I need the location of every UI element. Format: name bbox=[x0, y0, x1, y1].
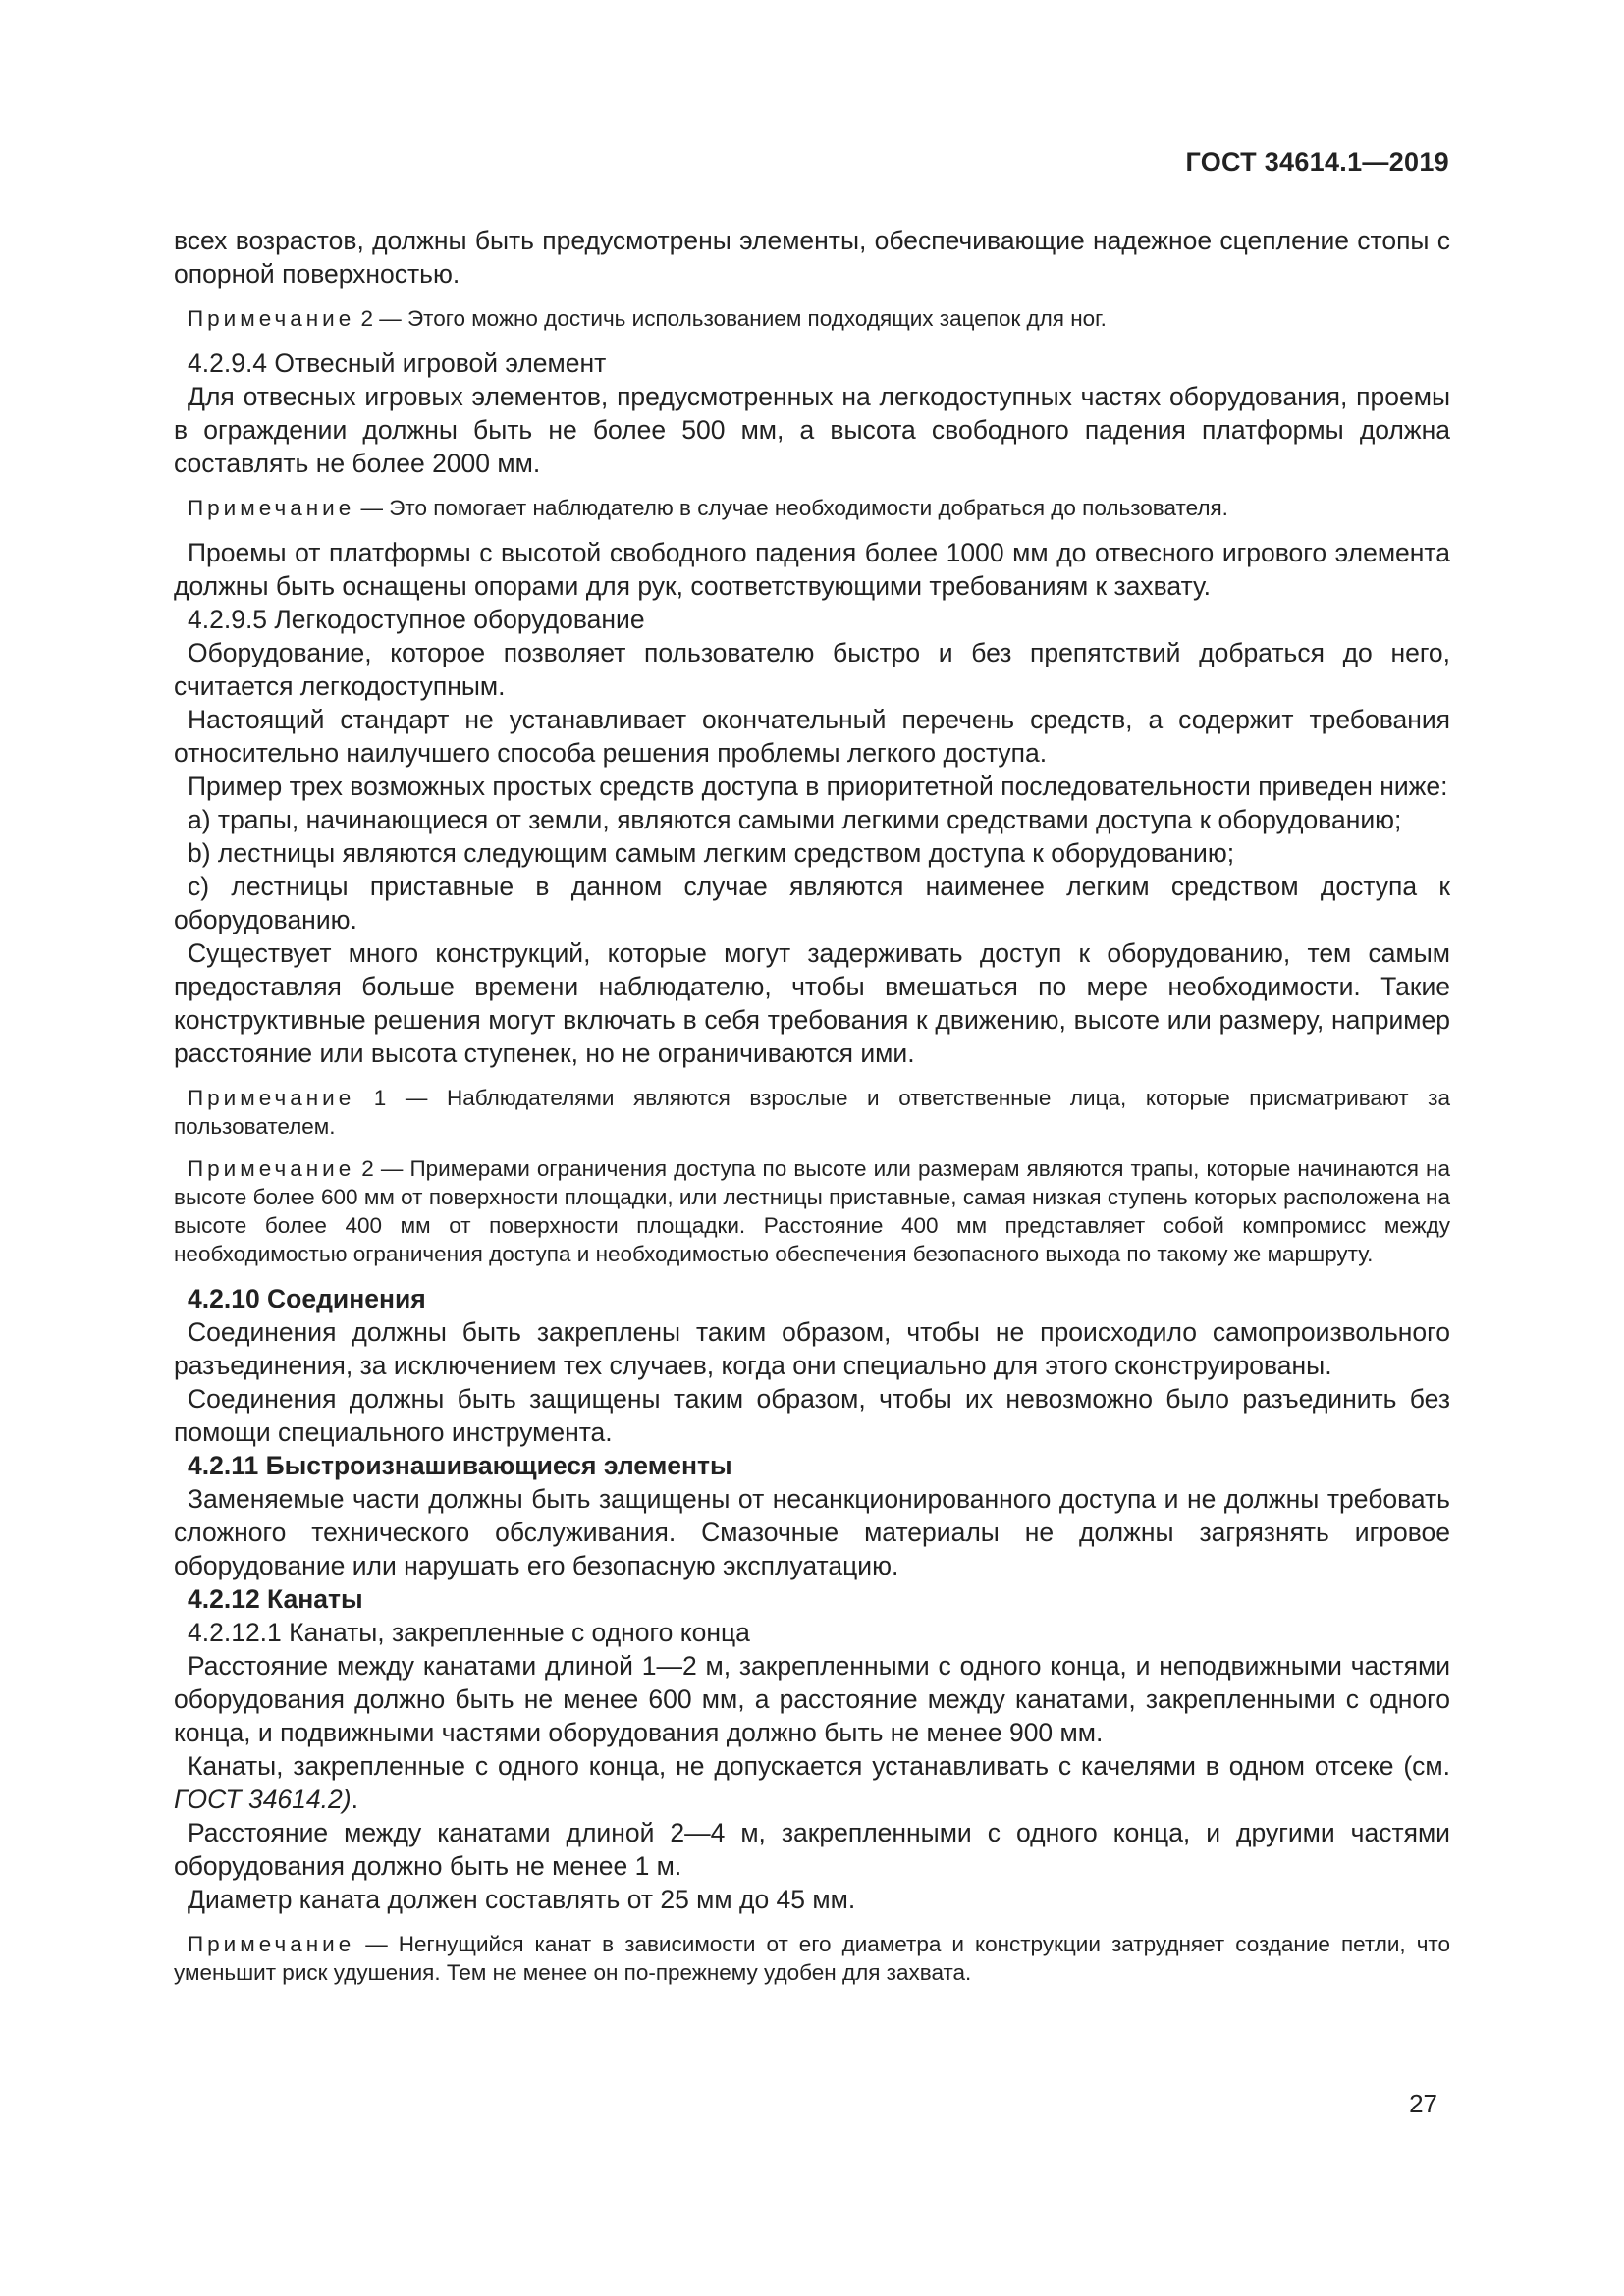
note-paragraph bbox=[174, 494, 1450, 522]
note-text: 1 — Наблюдателями являются взрослые и ответственные лица, которые присматривают за пользователем. bbox=[174, 1086, 1450, 1139]
body-paragraph: 4.2.9.5 Легкодоступное оборудование bbox=[188, 605, 645, 634]
body-paragraph: a) трапы, начинающиеся от земли, являются самыми легкими средствами доступа к оборудованию; bbox=[188, 805, 1402, 834]
note-text: — Негнущийся канат в зависимости от его диаметра и конструкции затрудняет создание петли, что уменьшит риск удушения. Тем не менее он по-прежнему удобен для захвата. bbox=[174, 1932, 1450, 1985]
body-paragraph: Существует много конструкций, которые могут задерживать доступ к оборудованию, тем самым предоставляя больше времени наблюдателю, чтобы вмешаться по мере необходимости. Такие конструктивные решения могут включать в себя требования к движению, высоте или размеру, например расстояние или высота ступенек, но не ограничиваются ими. bbox=[174, 938, 1450, 1068]
note-text: — Это помогает наблюдателю в случае необходимости добраться до пользователя. bbox=[354, 496, 1228, 520]
body-paragraph: 4.2.12.1 Канаты, закрепленные с одного конца bbox=[188, 1618, 750, 1647]
body-paragraph: Для отвесных игровых элементов, предусмотренных на легкодоступных частях оборудования, проемы в ограждении должны быть не более 500 мм, а высота свободного падения платформы должна составлять не более 2000 мм. bbox=[174, 382, 1450, 478]
note-label: Примечание bbox=[188, 1156, 355, 1181]
standard-reference: ГОСТ 34614.2) bbox=[174, 1785, 352, 1814]
body-paragraph: Оборудование, которое позволяет пользователю быстро и без препятствий добраться до него, считается легкодоступным. bbox=[174, 638, 1450, 701]
note-label: Примечание bbox=[188, 1932, 355, 1956]
note-label: Примечание bbox=[188, 1086, 355, 1110]
section-heading: 4.2.11 Быстроизнашивающиеся элементы bbox=[188, 1451, 732, 1480]
page-number: 27 bbox=[1409, 2089, 1437, 2118]
body-paragraph: c) лестницы приставные в данном случае являются наименее легким средством доступа к оборудованию. bbox=[174, 872, 1450, 934]
body-paragraph bbox=[174, 1749, 1450, 1816]
body-paragraph: Диаметр каната должен составлять от 25 мм до 45 мм. bbox=[188, 1885, 856, 1914]
body-paragraph: Проемы от платформы с высотой свободного падения более 1000 мм до отвесного игрового элемента должны быть оснащены опорами для рук, соответствующими требованиям к захвату. bbox=[174, 538, 1450, 601]
body-paragraph: Соединения должны быть защищены таким образом, чтобы их невозможно было разъединить без помощи специального инструмента. bbox=[174, 1384, 1450, 1447]
body-paragraph: Соединения должны быть закреплены таким образом, чтобы не происходило самопроизвольного разъединения, за исключением тех случаев, когда они специально для этого сконструированы. bbox=[174, 1317, 1450, 1380]
body-paragraph: b) лестницы являются следующим самым легким средством доступа к оборудованию; bbox=[188, 838, 1235, 868]
paragraph-text: Канаты, закрепленные с одного конца, не допускается устанавливать с качелями в одном отсеке (см. bbox=[188, 1751, 1450, 1781]
body-paragraph: Настоящий стандарт не устанавливает окончательный перечень средств, а содержит требования относительно наилучшего способа решения проблемы легкого доступа. bbox=[174, 705, 1450, 768]
note-paragraph bbox=[174, 1930, 1450, 1987]
note-label: Примечание bbox=[188, 306, 355, 331]
document-body bbox=[174, 224, 1450, 2001]
note-paragraph bbox=[174, 1154, 1450, 1268]
body-paragraph: Расстояние между канатами длиной 2—4 м, закрепленными с одного конца, и другими частями оборудования должно быть не менее 1 м. bbox=[174, 1818, 1450, 1881]
note-text: 2 — Примерами ограничения доступа по высоте или размерам являются трапы, которые начинаются на высоте более 600 мм от поверхности площадки, или лестницы приставные, самая низкая ступень которых расположена на высоте более 400 мм от поверхности площадки. Расстояние 400 мм представляет собой компромисс между необходимостью ограничения доступа и необходимостью обеспечения безопасного выхода по такому же маршруту. bbox=[174, 1156, 1450, 1266]
section-heading: 4.2.12 Канаты bbox=[188, 1584, 363, 1614]
paragraph-tail: . bbox=[351, 1785, 358, 1814]
document-header: ГОСТ 34614.1—2019 bbox=[1185, 147, 1449, 177]
note-paragraph bbox=[174, 1084, 1450, 1141]
body-paragraph: Заменяемые части должны быть защищены от несанкционированного доступа и не должны требовать сложного технического обслуживания. Смазочные материалы не должны загрязнять игровое оборудование или нарушать его безопасную эксплуатацию. bbox=[174, 1484, 1450, 1580]
note-text: 2 — Этого можно достичь использованием подходящих зацепок для ног. bbox=[354, 306, 1107, 331]
body-paragraph: всех возрастов, должны быть предусмотрены элементы, обеспечивающие надежное сцепление стопы с опорной поверхностью. bbox=[174, 226, 1450, 289]
note-paragraph bbox=[174, 304, 1450, 333]
section-heading: 4.2.10 Соединения bbox=[188, 1284, 426, 1313]
body-paragraph: Пример трех возможных простых средств доступа в приоритетной последовательности приведен ниже: bbox=[188, 772, 1448, 801]
body-paragraph: Расстояние между канатами длиной 1—2 м, закрепленными с одного конца, и неподвижными частями оборудования должно быть не менее 600 мм, а расстояние между канатами, закрепленными с одного конца, и подвижными частями оборудования должно быть не менее 900 мм. bbox=[174, 1651, 1450, 1747]
body-paragraph: 4.2.9.4 Отвесный игровой элемент bbox=[188, 348, 607, 378]
note-label: Примечание bbox=[188, 496, 355, 520]
